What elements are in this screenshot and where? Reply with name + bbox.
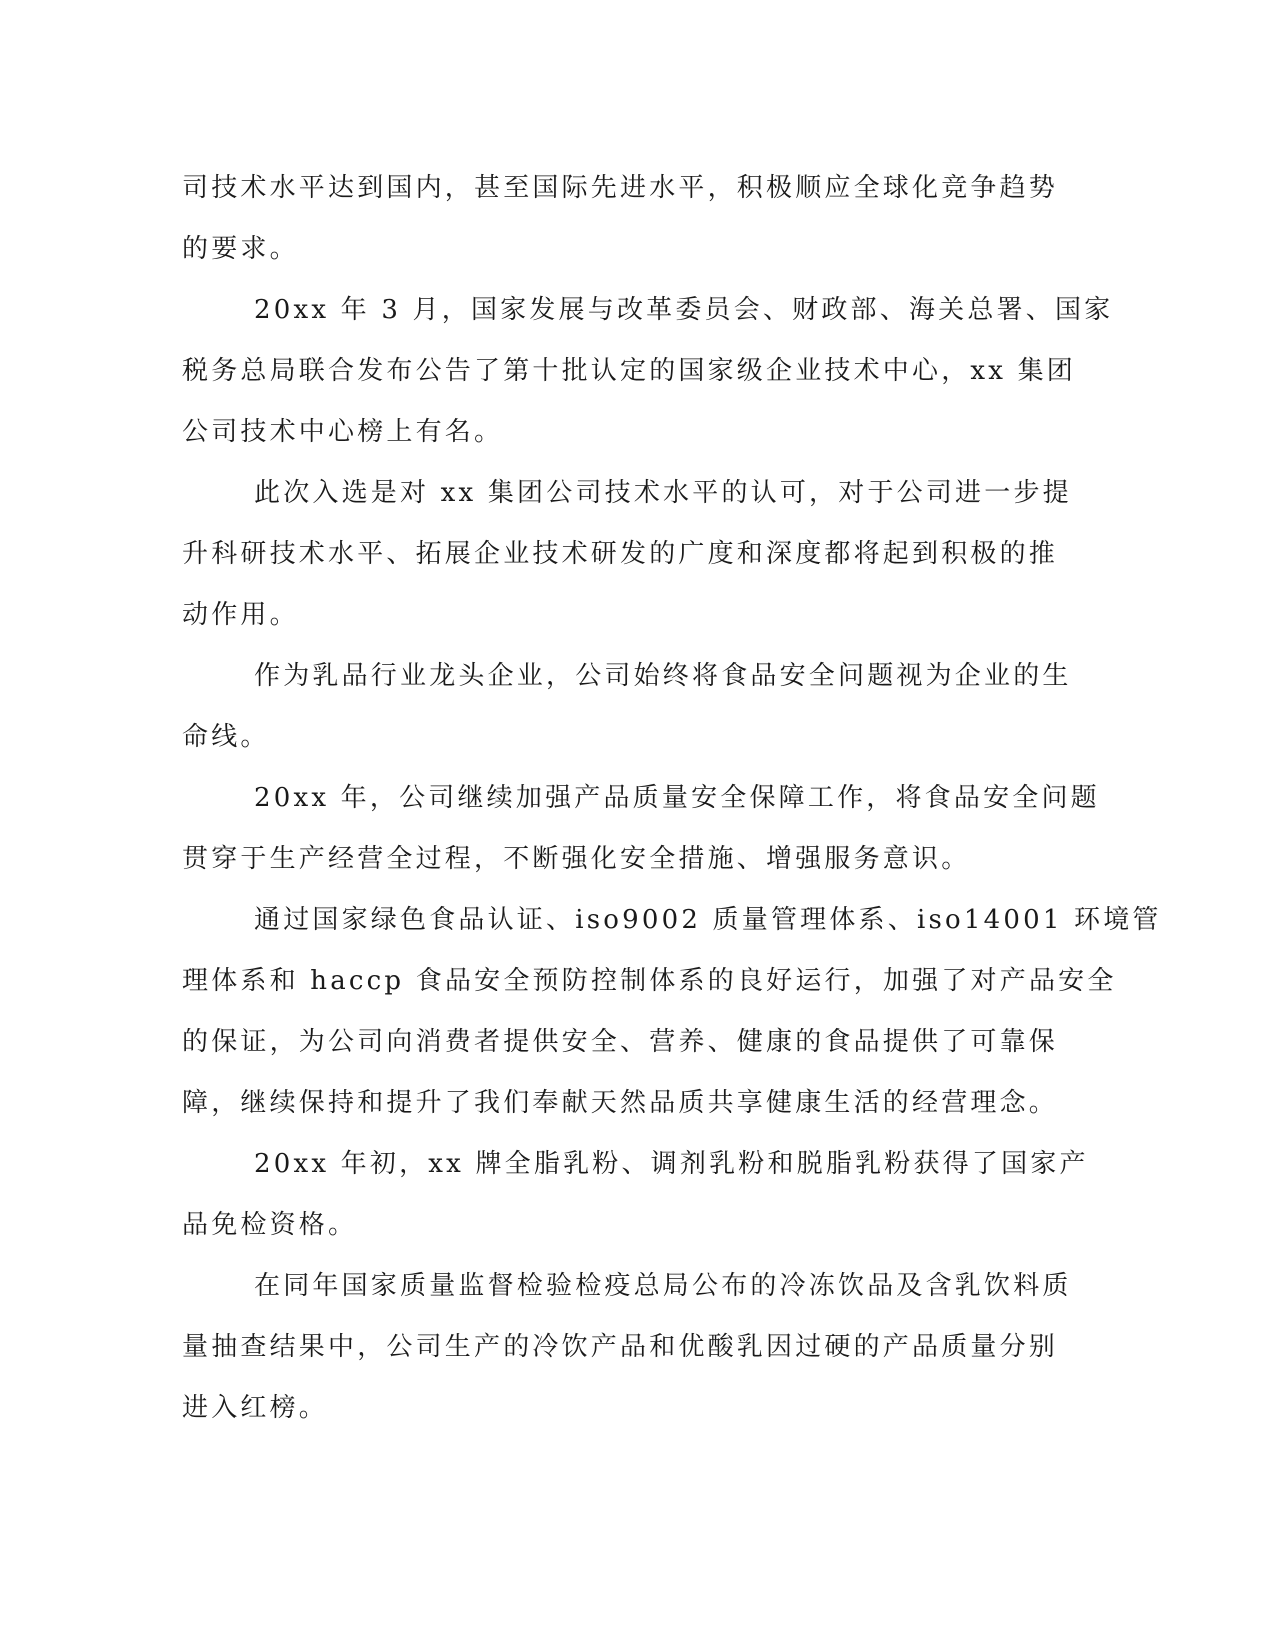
text-line: 在同年国家质量监督检验检疫总局公布的冷冻饮品及含乳饮料质 [254,1271,1072,1301]
paragraph-2 [182,280,1114,341]
paragraph-5-cont [182,829,1042,890]
text-line: 进入红榜。 [182,1393,329,1423]
text-line: 动作用。 [182,600,299,630]
paragraph-3 [182,463,1072,524]
document-body [182,158,1162,1439]
text-line: 20xx 年，公司继续加强产品质量安全保障工作，将食品安全问题 [254,783,1100,813]
paragraph-2-cont [182,341,1076,463]
paragraph-7 [182,1134,1089,1195]
text-line: 品免检资格。 [182,1210,358,1240]
text-line: 公司技术中心榜上有名。 [182,417,504,447]
text-line: 通过国家绿色食品认证、iso9002 质量管理体系、iso14001 环境管 [254,905,1162,935]
paragraph-4-cont [182,707,1042,768]
paragraph-8 [182,1256,1072,1317]
text-line: 的保证，为公司向消费者提供安全、营养、健康的食品提供了可靠保 [182,1027,1059,1057]
paragraph-8-cont [182,1317,1059,1439]
text-line: 税务总局联合发布公告了第十批认定的国家级企业技术中心，xx 集团 [182,356,1076,386]
paragraph-1 [182,158,1059,280]
text-line: 20xx 年初，xx 牌全脂乳粉、调剂乳粉和脱脂乳粉获得了国家产 [254,1149,1089,1179]
paragraph-6-cont [182,951,1117,1134]
text-line: 贯穿于生产经营全过程，不断强化安全措施、增强服务意识。 [182,844,971,874]
text-line: 命线。 [182,722,270,752]
paragraph-4 [182,646,1072,707]
paragraph-5 [182,768,1100,829]
text-line: 障，继续保持和提升了我们奉献天然品质共享健康生活的经营理念。 [182,1088,1059,1118]
paragraph-7-cont [182,1195,1042,1256]
text-line: 的要求。 [182,234,299,264]
paragraph-3-cont [182,524,1059,646]
paragraph-6 [182,890,1162,951]
text-line: 20xx 年 3 月，国家发展与改革委员会、财政部、海关总署、国家 [254,295,1114,325]
text-line: 理体系和 haccp 食品安全预防控制体系的良好运行，加强了对产品安全 [182,966,1117,996]
text-line: 此次入选是对 xx 集团公司技术水平的认可，对于公司进一步提 [254,478,1072,508]
text-line: 作为乳品行业龙头企业，公司始终将食品安全问题视为企业的生 [254,661,1072,691]
text-line: 升科研技术水平、拓展企业技术研发的广度和深度都将起到积极的推 [182,539,1059,569]
text-line: 司技术水平达到国内，甚至国际先进水平，积极顺应全球化竞争趋势 [182,173,1059,203]
text-line: 量抽查结果中，公司生产的冷饮产品和优酸乳因过硬的产品质量分别 [182,1332,1059,1362]
